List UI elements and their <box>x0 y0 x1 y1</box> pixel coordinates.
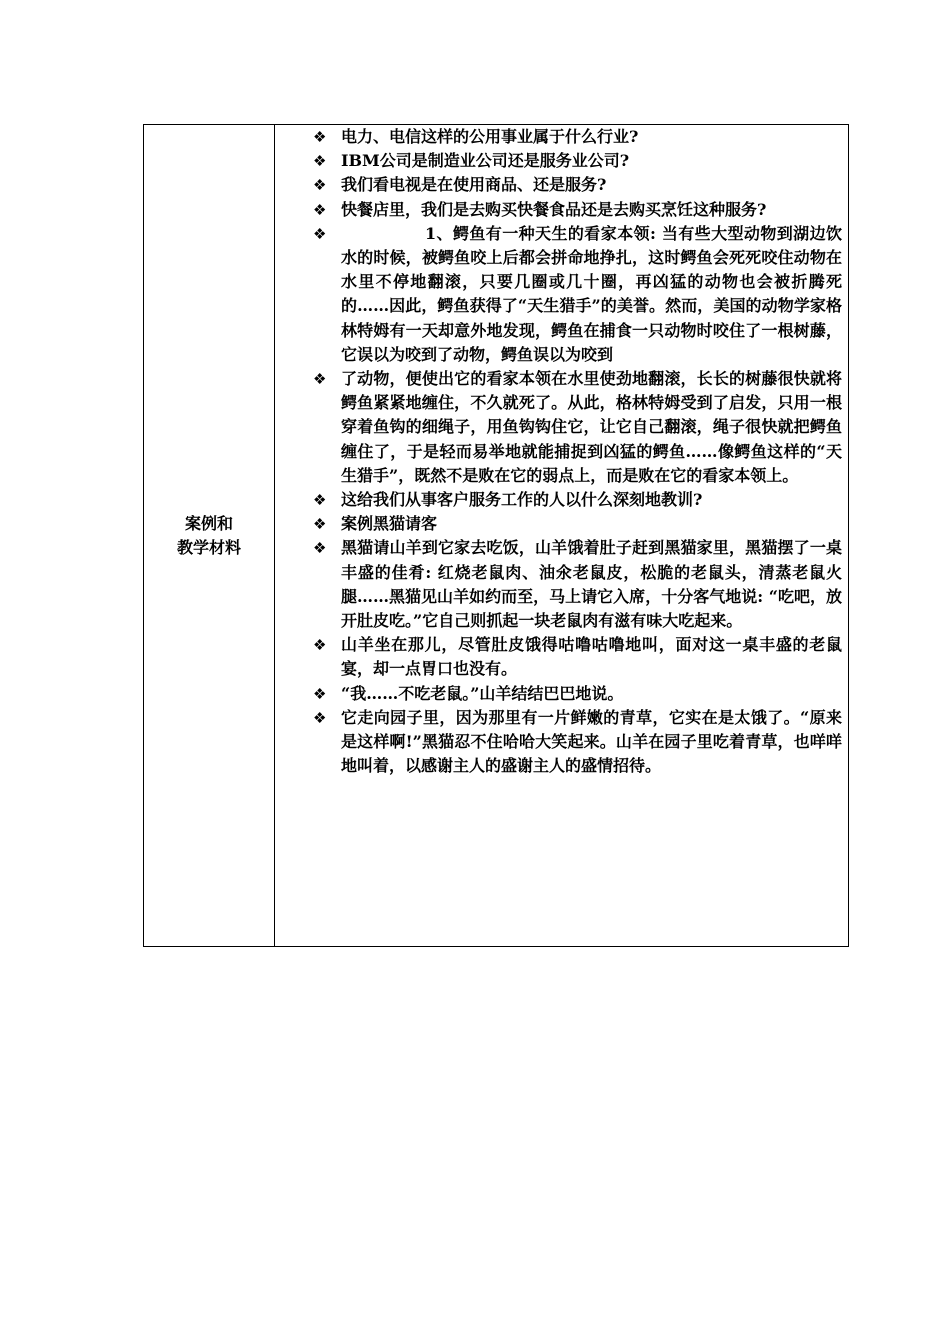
diamond-bullet-icon: ❖ <box>313 539 327 558</box>
diamond-bullet-icon: ❖ <box>313 152 327 171</box>
list-item-text: 黑猫请山羊到它家去吃饭，山羊饿着肚子赶到黑猫家里，黑猫摆了一桌丰盛的佳肴: 红烧老鼠肉、油氽老鼠皮，松脆的老鼠头，清蒸老鼠火腿……黑猫见山羊如约而至，马上请它入席，十分客气地说: “吃吧，放开肚皮吃。”它自己则抓起一块老鼠肉有滋有味大吃起来。 <box>341 538 842 631</box>
list-item <box>313 488 842 512</box>
diamond-bullet-icon: ❖ <box>313 200 327 219</box>
diamond-bullet-icon: ❖ <box>313 491 327 510</box>
list-item <box>313 198 842 222</box>
row-label-line-1: 案例和 <box>184 513 233 533</box>
list-item-text: 山羊坐在那儿，尽管肚皮饿得咕噜咕噜地叫，面对这一桌丰盛的老鼠宴，却一点胃口也没有。 <box>341 635 842 679</box>
list-item <box>313 173 842 197</box>
content-cell <box>275 125 848 946</box>
diamond-bullet-icon: ❖ <box>313 224 327 243</box>
diamond-bullet-icon: ❖ <box>313 636 327 655</box>
list-item-text: 电力、电信这样的公用事业属于什么行业? <box>341 127 639 146</box>
diamond-bullet-icon: ❖ <box>313 684 327 703</box>
diamond-bullet-icon: ❖ <box>313 370 327 389</box>
list-item-text: 快餐店里，我们是去购买快餐食品还是去购买烹饪这种服务? <box>341 199 767 219</box>
list-item <box>313 536 842 633</box>
case-material-table <box>143 124 849 947</box>
list-item-text: IBM公司是制造业公司还是服务业公司? <box>341 151 630 171</box>
list-item-text: 这给我们从事客户服务工作的人以什么深刻地教训? <box>341 490 703 510</box>
diamond-bullet-icon: ❖ <box>313 176 327 195</box>
diamond-bullet-icon: ❖ <box>313 515 327 534</box>
list-item-text: 它走向园子里，因为那里有一片鲜嫩的青草，它实在是太饿了。“原来是这样啊!”黑猫忍不住哈哈大笑起来。山羊在园子里吃着青草，也咩咩地叫着，以感谢主人的盛谢主人的盛情招待。 <box>341 707 842 776</box>
list-item <box>313 633 842 681</box>
row-label <box>177 512 241 560</box>
list-item <box>313 222 842 367</box>
list-item <box>313 149 842 173</box>
list-item <box>313 512 842 536</box>
list-item <box>313 706 842 779</box>
diamond-bullet-icon: ❖ <box>313 128 327 146</box>
list-item-text: “我……不吃老鼠。”山羊结结巴巴地说。 <box>341 683 624 703</box>
list-item <box>313 367 842 488</box>
list-item-text: 1、鳄鱼有一种天生的看家本领: 当有些大型动物到湖边饮水的时候，被鳄鱼咬上后都会拼命地挣扎，这时鳄鱼会死死咬住动物在水里不停地翻滚，只要几圈或几十圈，再凶猛的动物也会被折腾死的……因此，鳄鱼获得了“天生猎手”的美誉。然而，美国的动物学家格林特姆有一天却意外地发现，鳄鱼在捕食一只动物时咬住了一根树藤，它误以为咬到了动物，鳄鱼误以为咬到 <box>341 223 842 364</box>
row-label-line-2: 教学材料 <box>176 537 241 557</box>
bullet-list <box>313 125 842 778</box>
list-item-text: 案例黑猫请客 <box>341 514 438 534</box>
diamond-bullet-icon: ❖ <box>313 708 327 727</box>
list-item-text: 我们看电视是在使用商品、还是服务? <box>341 175 607 195</box>
list-item <box>313 125 842 149</box>
row-label-cell <box>144 125 275 946</box>
list-item-text: 了动物，便使出它的看家本领在水里使劲地翻滚，长长的树藤很快就将鳄鱼紧紧地缠住，不久就死了。从此，格林特姆受到了启发，只用一根穿着鱼钩的细绳子，用鱼钩钩住它，让它自己翻滚，绳子很快就把鳄鱼缠住了，于是轻而易举地就能捕捉到凶猛的鳄鱼……像鳄鱼这样的“天生猎手”，既然不是败在它的弱点上，而是败在它的看家本领上。 <box>341 369 842 485</box>
list-item <box>313 682 842 706</box>
